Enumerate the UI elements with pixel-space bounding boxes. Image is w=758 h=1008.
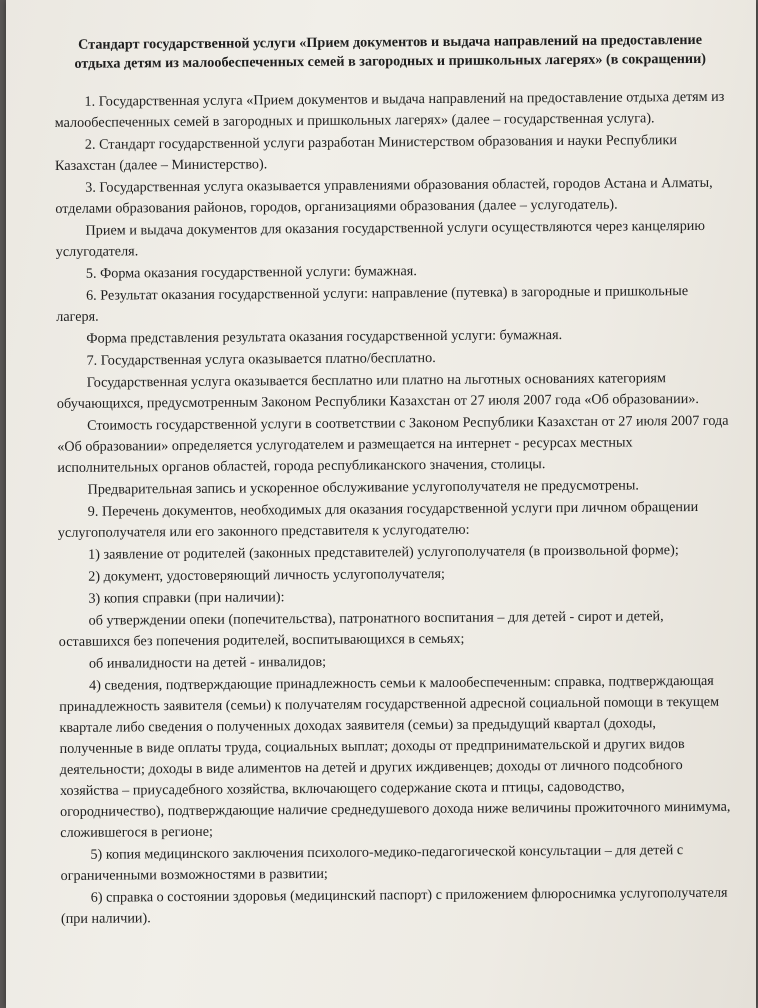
paragraph-11: Предварительная запись и ускоренное обслуживание услугополучателя не предусмотрены. — [87, 477, 639, 498]
paragraph-1: 1. Государственная услуга «Прием документов и выдача направлений на предоставление отдыха детям из малообеспеченных семей в загородных и пришкольных лагерях» (далее – государственная услуга). — [54, 88, 725, 131]
paragraph-2: 2. Стандарт государственной услуги разработан Министерством образования и науки Республики Казахстан (далее – Министерство). — [54, 132, 678, 174]
paragraph-18: 4) сведения, подтверждающие принадлежность семьи к малообеспеченным: справка, подтверждающая принадлежность заявителя (семьи) к получателям государственной адресной социальной помощи в текущем квартале либо сведения о полученных доходах заявителя (семьи) за предыдущий квартал (доходы, полученные в виде оплаты труда, социальных выплат; доходы от предпринимательской и других видов деятельности; доходы в виде алиментов на детей и других иждивенцев; доходы от личного подсобного хозяйства – приусадебного хозяйства, включающего содержание скота и птицы, садоводство, огородничество), подтверждающие наличие среднедушевого дохода ниже величины прожиточного минимума, сложившегося в регионе; — [59, 672, 731, 841]
paragraph-15: 3) копия справки (при наличии): — [88, 589, 285, 607]
paragraph-17: об инвалидности на детей - инвалидов; — [88, 653, 327, 672]
paragraph-16: об утверждении опеки (попечительства), патронатного воспитания – для детей - сирот и детей, оставшихся без попечения родителей, воспитывающихся в семьях; — [58, 608, 664, 650]
paragraph-4: Прием и выдача документов для оказания государственной услуги осуществляются через канцелярию услугодателя. — [55, 217, 706, 260]
paragraph-19: 5) копия медицинского заключения психолого-медико-педагогической консультации – для детей с ограниченными возможностями в развитии; — [60, 842, 684, 884]
paragraph-7: Форма представления результата оказания государственной услуги: бумажная. — [86, 327, 563, 347]
paragraph-13: 1) заявление от родителей (законных представителей) услугополучателя (в произвольной форме); — [88, 542, 679, 563]
paragraph-12: 9. Перечень документов, необходимых для оказания государственной услуги при личном обращении услугополучателя или его законного представителя к услугодателю: — [57, 498, 699, 541]
document-title: Стандарт государственной услуги «Прием документов и выдача направлений на предоставление отдыха детям из малообеспеченных семей в загородных и пришкольных лагерях» (в сокращении) — [74, 31, 707, 72]
paragraph-20: 6) справка о состоянии здоровья (медицинский паспорт) с приложением флюроснимка услугополучателя (при наличии). — [60, 884, 728, 927]
paragraph-14: 2) документ, удостоверяющий личность услугополучателя; — [88, 565, 446, 585]
paragraph-10: Стоимость государственной услуги в соответствии с Законом Республики Казахстан от 27 июля 2007 года «Об образовании» определяется услугодателем и размещается на интернет - ресурсах местных исполнительных органов областей, города республиканского значения, столицы. — [57, 412, 729, 476]
document-content — [54, 31, 733, 931]
paragraph-5: 5. Форма оказания государственной услуги: бумажная. — [85, 263, 417, 282]
paragraph-6: 6. Результат оказания государственной услуги: направление (путевка) в загородные и пришкольные лагеря. — [56, 283, 689, 325]
paragraph-3: 3. Государственная услуга оказывается управлениями образования областей, городов Астана и Алматы, отделами образования районов, городов, организациями образования (далее – услугодатель). — [55, 174, 713, 217]
paragraph-9: Государственная услуга оказывается бесплатно или платно на льготных основаниях категориям обучающихся, предусмотренным Законом Республики Казахстан от 27 июля 2007 года «Об образовании». — [56, 370, 700, 412]
paragraph-8: 7. Государственная услуга оказывается платно/бесплатно. — [86, 350, 436, 369]
document-page — [6, 0, 756, 1008]
